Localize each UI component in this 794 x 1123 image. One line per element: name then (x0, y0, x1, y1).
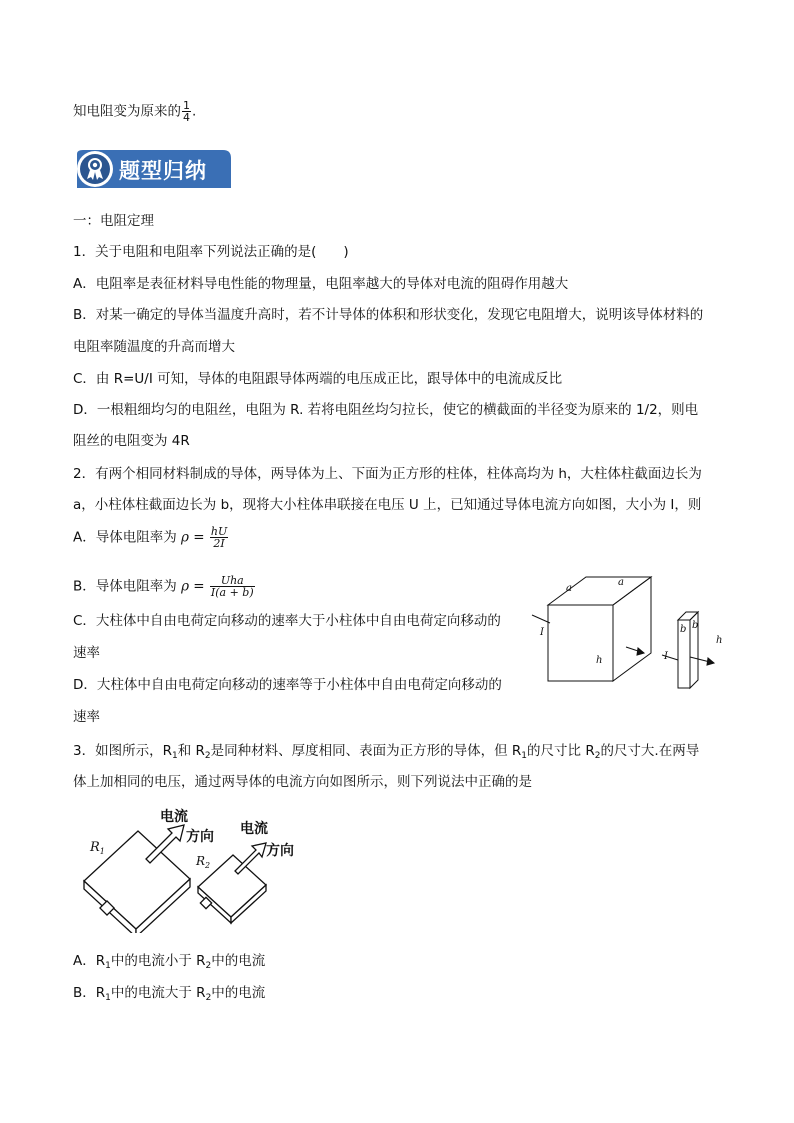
q1-option-b-line1: B．对某一确定的导体当温度升高时，若不计导体的体积和形状变化，发现它电阻增大，说明该导体材料的 (73, 307, 704, 323)
q1-option-d-line1: D．一根粗细均匀的电阻丝，电阻为 R. 若将电阻丝均匀拉长，使它的横截面的半径变为原来的 1/2，则电 (73, 402, 699, 418)
q3-conductors-figure (80, 803, 310, 933)
q2-option-d-line2: 速率 (73, 709, 100, 725)
intro-line: 知电阻变为原来的 $\frac{1}{4}$ . (73, 99, 197, 124)
label-current: I (664, 651, 668, 662)
label-current: I (540, 627, 544, 638)
q2-option-b: B．导体电阻率为 ρ = $\frac{\text{Uha}}{I(a + b)}$ (73, 574, 254, 599)
r1-label: $R_1$ (90, 840, 105, 856)
label-h: h (716, 635, 723, 646)
rho-symbol: ρ = (181, 578, 205, 595)
banner-title: 题型归纳 (119, 159, 207, 183)
intro-fraction: $\frac{1}{4}$ (183, 99, 190, 124)
intro-prefix: 知电阻变为原来的 (73, 103, 181, 120)
direction-label-1: 方向 (186, 829, 214, 845)
q1-option-d-line2: 阻丝的电阻变为 4R (73, 433, 190, 449)
q1-option-c: C．由 R=U/I 可知，导体的电阻跟导体两端的电压成正比，跟导体中的电流成反比 (73, 371, 563, 387)
q3-option-b: B．$R_1$中的电流大于 $R_2$中的电流 (73, 985, 266, 1003)
label-a: a (618, 577, 624, 588)
rho-symbol: ρ = (181, 529, 205, 546)
q2-prisms-figure (526, 565, 731, 695)
q2-option-d-line1: D．大柱体中自由电荷定向移动的速率等于小柱体中自由电荷定向移动的 (73, 677, 502, 693)
current-label-1: 电流 (160, 809, 188, 825)
q2-option-c-line2: 速率 (73, 645, 100, 661)
q2-b-fraction: $\frac{\text{Uha}}{I(a + b)}$ (210, 574, 254, 599)
q3-stem-line1: 3．如图所示，$R_1$和 $R_2$是同种材料、厚度相同、表面为正方形的导体，但 $R_1$的尺寸比 $R_2$的尺寸大.在两导 (73, 743, 700, 761)
label-a: a (566, 583, 572, 594)
label-b: b (680, 624, 687, 635)
q1-option-a: A．电阻率是表征材料导电性能的物理量，电阻率越大的导体对电流的阻碍作用越大 (73, 276, 569, 292)
q2-a-fraction: $\frac{hU}{2I}$ (210, 525, 228, 550)
q1-stem: 1．关于电阻和电阻率下列说法正确的是( ) (73, 244, 349, 260)
section-title: 一：电阻定理 (73, 213, 154, 229)
label-h: h (596, 655, 603, 666)
q1-option-b-line2: 电阻率随温度的升高而增大 (73, 339, 235, 355)
r2-label: $R_2$ (196, 854, 211, 870)
q2-option-c-line1: C．大柱体中自由电荷定向移动的速率大于小柱体中自由电荷定向移动的 (73, 613, 501, 629)
q2-stem-line2: a，小柱体柱截面边长为 b，现将大小柱体串联接在电压 U 上，已知通过导体电流方向如图，大小为 I，则 (73, 497, 702, 513)
q2-stem-line1: 2．有两个相同材料制成的导体，两导体为上、下面为正方形的柱体，柱体高均为 h，大柱体柱截面边长为 (73, 466, 702, 482)
current-label-2: 电流 (240, 821, 268, 837)
q3-stem-line2: 体上加相同的电压，通过两导体的电流方向如图所示，则下列说法中正确的是 (73, 774, 532, 790)
q3-option-a: A．$R_1$中的电流小于 $R_2$中的电流 (73, 953, 266, 971)
section-banner (73, 148, 233, 190)
direction-label-2: 方向 (266, 843, 294, 859)
q2-option-a: A．导体电阻率为 ρ = $\frac{hU}{2I}$ (73, 525, 228, 550)
label-b: b (692, 620, 699, 631)
